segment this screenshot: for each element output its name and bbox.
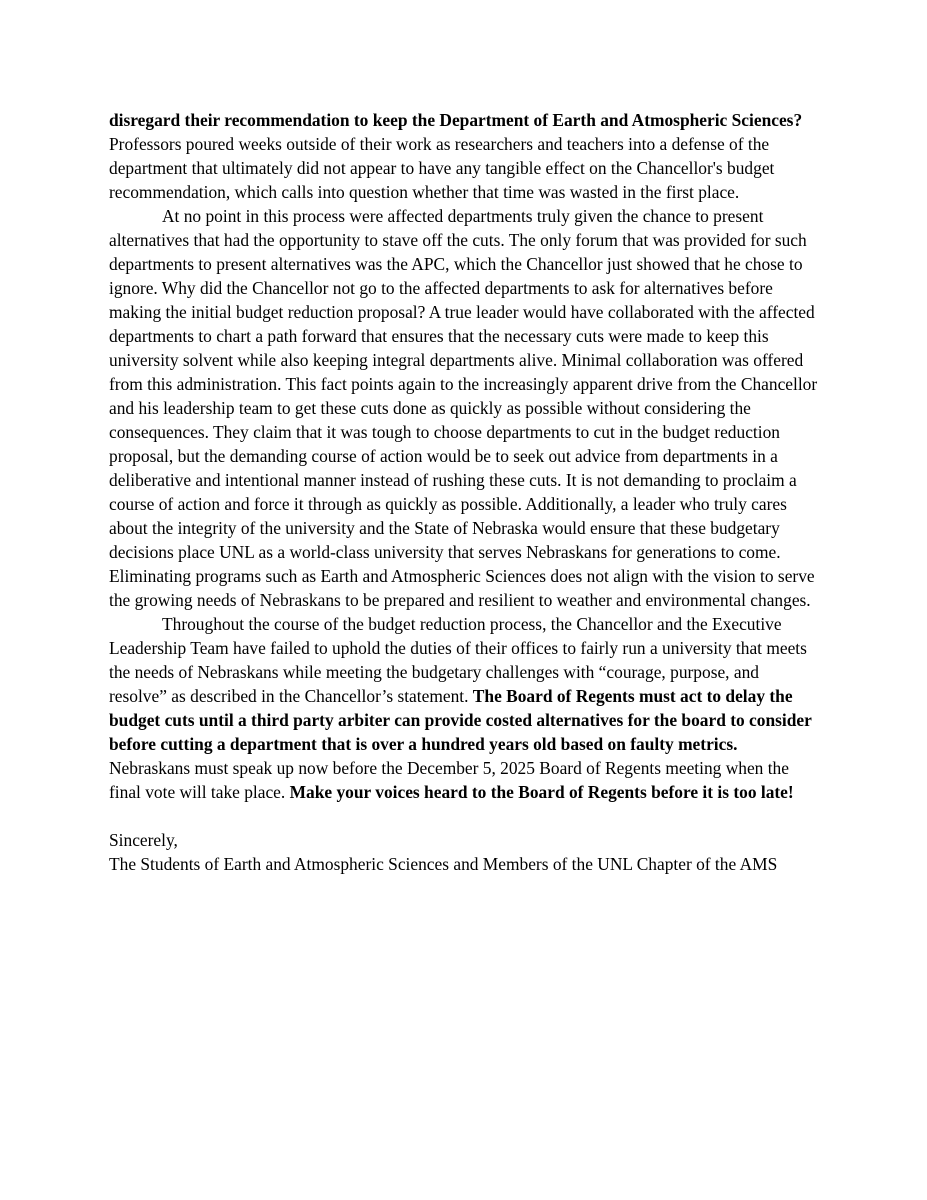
paragraph-1-bold-lead: disregard their recommendation to keep the Department of Earth and Atmospheric Sciences?: [109, 110, 803, 130]
paragraph-3-body-middle: Nebraskans must speak up now before the December 5, 2025 Board of Regents meeting when the final vote will take place.: [109, 758, 789, 802]
paragraph-2-body: At no point in this process were affected departments truly given the chance to present alternatives that had the opportunity to stave off the cuts. The only forum that was provided for such departments to present alternatives was the APC, which the Chancellor just showed that he chose to ignore. Why did the Chancellor not go to the affected departments to ask for alternatives before making the initial budget reduction proposal? A true leader would have collaborated with the affected departments to chart a path forward that ensures that the necessary cuts were made to keep this university solvent while also keeping integral departments alive. Minimal collaboration was offered from this administration. This fact points again to the increasingly apparent drive from the Chancellor and his leadership team to get these cuts done as quickly as possible without considering the consequences. They claim that it was tough to choose departments to cut in the budget reduction proposal, but the demanding course of action would be to seek out advice from departments in a deliberative and intentional manner instead of rushing these cuts. It is not demanding to proclaim a course of action and force it through as quickly as possible. Additionally, a leader who truly cares about the integrity of the university and the State of Nebraska would ensure that these budgetary decisions place UNL as a world-class university that serves Nebraskans for generations to come. Eliminating programs such as Earth and Atmospheric Sciences does not align with the vision to serve the growing needs of Nebraskans to be prepared and resilient to weather and environmental changes.: [109, 206, 818, 610]
closing-signature: The Students of Earth and Atmospheric Sciences and Members of the UNL Chapter of the AMS: [109, 854, 778, 874]
paragraph-1-body: Professors poured weeks outside of their work as researchers and teachers into a defense of the department that ultimately did not appear to have any tangible effect on the Chancellor's budget recommendation, which calls into question whether that time was wasted in the first place.: [109, 134, 775, 202]
paragraph-3-bold-demand: The Board of Regents must act to delay the budget cuts until a third party arbiter can provide costed alternatives for the board to consider before cutting a department that is over a hundred years old based on faulty metrics.: [109, 686, 812, 754]
closing-salutation: Sincerely,: [109, 830, 178, 850]
letter-page: [109, 108, 821, 876]
paragraph-3-body-start: Throughout the course of the budget reduction process, the Chancellor and the Executive Leadership Team have failed to uphold the duties of their offices to fairly run a university that meets the needs of Nebraskans while meeting the budgetary challenges with “courage, purpose, and resolve” as described in the Chancellor’s statement.: [109, 614, 807, 706]
paragraph-2: [109, 204, 821, 612]
paragraph-3-bold-call: Make your voices heard to the Board of Regents before it is too late!: [289, 782, 794, 802]
paragraph-3: [109, 612, 821, 804]
paragraph-1: [109, 108, 821, 204]
blank-line: [109, 804, 821, 828]
